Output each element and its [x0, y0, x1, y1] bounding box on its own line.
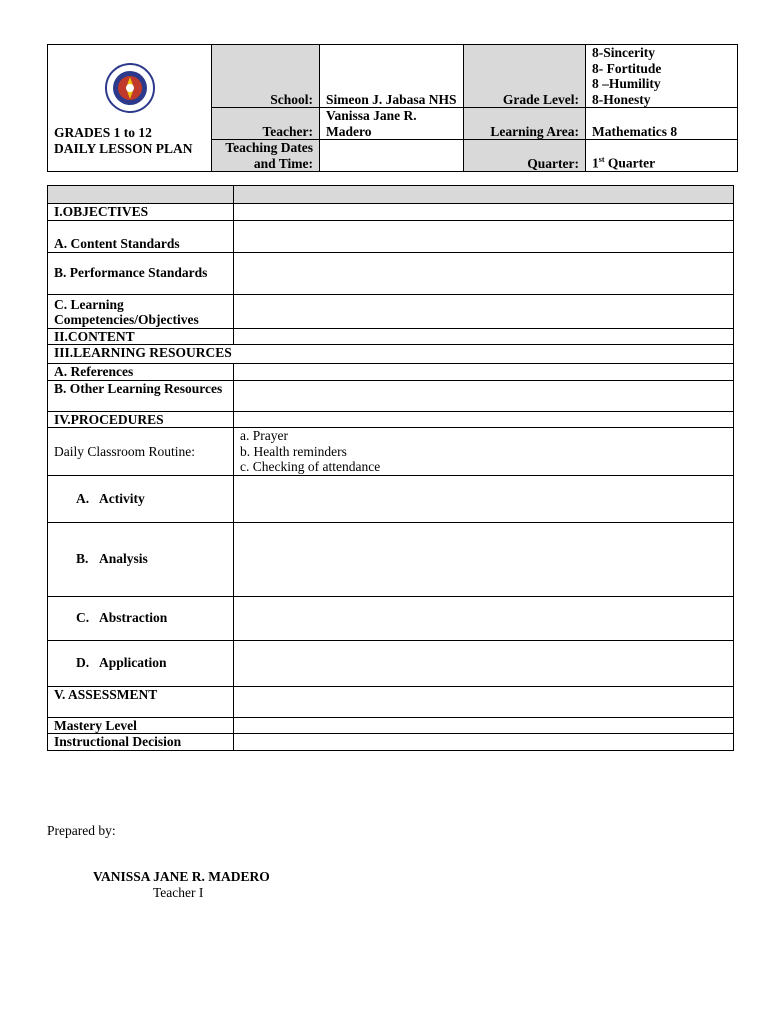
content-heading: II.CONTENT: [48, 328, 234, 345]
signer-position: Teacher I: [153, 885, 204, 900]
activity-text: Activity: [99, 490, 145, 506]
references-cell: [234, 364, 734, 381]
list-item: c. Checking of attendance: [240, 459, 381, 474]
content-standards-cell: [234, 220, 734, 252]
lesson-plan-table: [47, 185, 734, 751]
quarter-value: [586, 140, 738, 172]
title-line-2: DAILY LESSON PLAN: [54, 140, 193, 156]
analysis-text: Analysis: [99, 551, 148, 567]
competencies-label: C. Learning Competencies/Objectives: [48, 294, 234, 328]
school-label: School:: [212, 45, 320, 108]
quarter-word: Quarter: [604, 155, 656, 171]
teacher-value: Vanissa Jane R. Madero: [320, 108, 464, 140]
assessment-cell: [234, 686, 734, 717]
learning-area-label: Learning Area:: [464, 108, 586, 140]
mastery-level-cell: [234, 717, 734, 734]
content-standards-label: A. Content Standards: [48, 220, 234, 252]
abstraction-letter: C.: [76, 610, 90, 626]
header-table: [47, 44, 738, 172]
application-label: [48, 640, 234, 686]
teaching-dates-value: [320, 140, 464, 172]
learning-resources-heading: III.LEARNING RESOURCES: [48, 345, 734, 364]
mastery-level-label: Mastery Level: [48, 717, 234, 734]
competencies-cell: [234, 294, 734, 328]
routine-list: [234, 428, 734, 476]
assessment-heading: V. ASSESSMENT: [48, 686, 234, 717]
grade-section: 8-Sincerity: [592, 45, 655, 60]
list-item: a. Prayer: [240, 428, 288, 443]
table-header-right: [234, 186, 734, 204]
abstraction-label: [48, 596, 234, 640]
grade-section: 8-Honesty: [592, 91, 651, 107]
school-value: Simeon J. Jabasa NHS: [320, 45, 464, 108]
performance-standards-cell: [234, 252, 734, 294]
signer-name: VANISSA JANE R. MADERO: [93, 869, 270, 884]
grade-level-label: Grade Level:: [464, 45, 586, 108]
grade-level-value: [586, 45, 738, 108]
application-letter: D.: [76, 655, 90, 671]
activity-letter: A.: [76, 490, 90, 506]
list-item: b. Health reminders: [240, 443, 347, 459]
abstraction-text: Abstraction: [99, 610, 168, 626]
teaching-dates-label: Teaching Dates and Time:: [212, 140, 320, 172]
table-header-left: [48, 186, 234, 204]
analysis-label: [48, 522, 234, 596]
objectives-heading: I.OBJECTIVES: [48, 204, 234, 221]
learning-area-value: Mathematics 8: [586, 108, 738, 140]
prepared-by-label: Prepared by:: [47, 823, 116, 838]
analysis-letter: B.: [76, 551, 89, 567]
other-resources-label: B. Other Learning Resources: [48, 380, 234, 411]
routine-label: Daily Classroom Routine:: [48, 428, 234, 476]
references-label: A. References: [48, 364, 234, 381]
grade-section: 8- Fortitude: [592, 60, 662, 76]
quarter-number: 1: [592, 155, 599, 171]
performance-standards-label: B. Performance Standards: [48, 252, 234, 294]
application-text: Application: [99, 655, 167, 671]
instructional-decision-cell: [234, 734, 734, 751]
teacher-label: Teacher:: [212, 108, 320, 140]
procedures-cell: [234, 411, 734, 428]
other-resources-cell: [234, 380, 734, 411]
abstraction-cell: [234, 596, 734, 640]
instructional-decision-label: Instructional Decision: [48, 734, 234, 751]
content-cell: [234, 328, 734, 345]
analysis-cell: [234, 522, 734, 596]
grade-section: 8 –Humility: [592, 76, 661, 91]
application-cell: [234, 640, 734, 686]
procedures-heading: IV.PROCEDURES: [48, 411, 234, 428]
objectives-cell: [234, 204, 734, 221]
deped-seal-icon: [104, 62, 156, 114]
quarter-label: Quarter:: [464, 140, 586, 172]
activity-label: [48, 475, 234, 522]
title-cell: [48, 45, 212, 172]
activity-cell: [234, 475, 734, 522]
quarter-suffix: st: [598, 155, 605, 164]
title-line-1: GRADES 1 to 12: [54, 125, 152, 141]
